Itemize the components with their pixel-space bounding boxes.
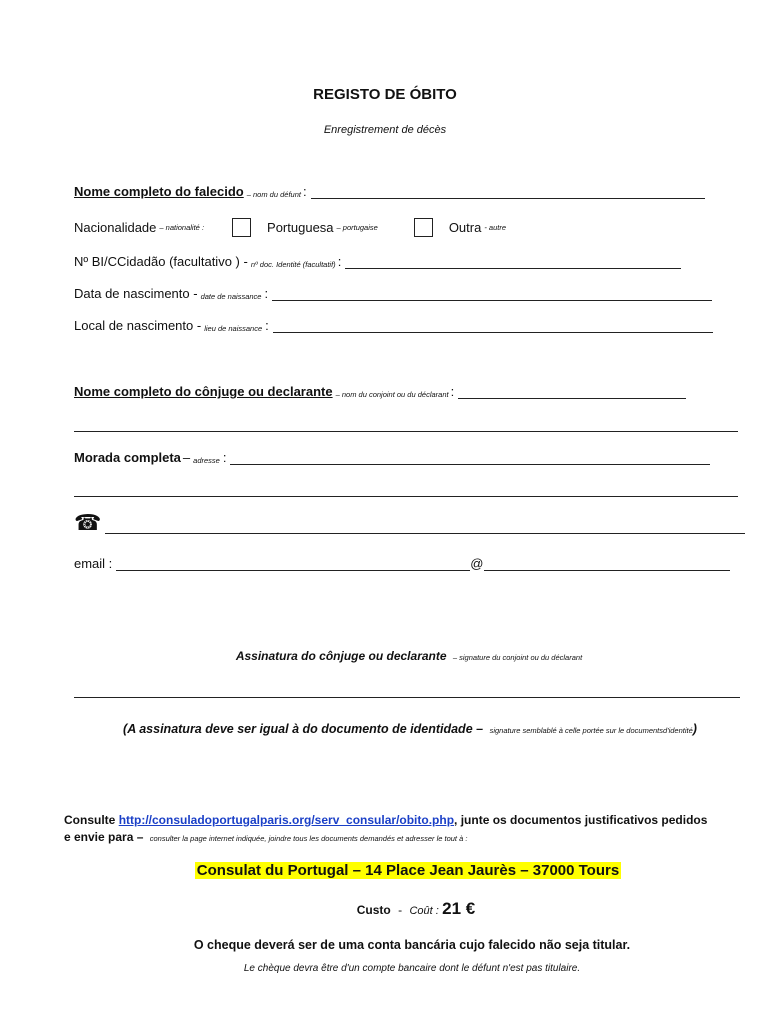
birthdate-label: Data de nascimento - — [74, 286, 198, 301]
other-checkbox[interactable] — [414, 218, 433, 237]
cost-hint: Coût : — [409, 905, 439, 917]
signature-caption — [24, 649, 770, 663]
cheque-hint: Le chèque devra être d'un compte bancaire dont le défunt n'est pas titulaire. — [243, 963, 581, 974]
birthdate-hint: date de naissance — [200, 292, 262, 301]
birthplace-hint: lieu de naissance — [204, 324, 263, 333]
declarant-name-row — [74, 384, 686, 399]
colon: : — [264, 286, 269, 301]
page-subtitle: Enregistrement de décès — [323, 124, 447, 136]
id-label: Nº BI/CCidadão (facultativo ) - — [74, 254, 248, 269]
id-field[interactable] — [345, 256, 681, 269]
colon: : — [265, 318, 269, 333]
signature-hint: – signature du conjoint ou du déclarant — [452, 653, 583, 662]
signature-field[interactable] — [74, 697, 740, 698]
consult-link[interactable]: http://consuladoportugalparis.org/serv_consular/obito.php — [118, 813, 455, 827]
send-hint: consulter la page internet indiquée, joindre tous les documents demandés et adresser le tout à : — [149, 834, 468, 843]
address-row — [74, 450, 710, 465]
signature-note — [25, 722, 770, 736]
colon: : — [302, 184, 307, 199]
portuguese-hint: – portugaise — [336, 223, 378, 232]
address-field-line2[interactable] — [74, 496, 738, 497]
address-hint: adresse — [193, 456, 220, 465]
birthplace-label: Local de nascimento - — [74, 318, 202, 333]
deceased-name-field[interactable] — [311, 186, 705, 199]
other-hint: - autre — [484, 223, 507, 232]
cost-dash: - — [398, 903, 403, 917]
send-label: e envie para – — [64, 830, 144, 844]
consulate-address — [23, 862, 770, 880]
colon: : — [222, 450, 227, 465]
email-user-field[interactable] — [116, 558, 470, 571]
nationality-row — [74, 218, 506, 237]
declarant-name-field[interactable] — [458, 386, 686, 399]
id-row — [74, 254, 681, 269]
address-dash: – — [182, 450, 191, 465]
signature-note-hint: signature semblablé à celle portée sur le documentsd'identité — [489, 726, 693, 735]
birthdate-field[interactable] — [272, 288, 712, 301]
nationality-hint: – nationalité : — [159, 223, 205, 232]
email-row — [74, 556, 730, 571]
cost-value: 21 € — [442, 899, 476, 918]
signature-note-close: ) — [692, 722, 697, 736]
address-label: Morada completa — [74, 450, 181, 465]
id-hint: nº doc. Identité (facultatif) — [250, 260, 336, 269]
cost-line — [31, 899, 770, 919]
deceased-name-label: Nome completo do falecido — [74, 184, 244, 199]
birthdate-row — [74, 286, 712, 301]
phone-field[interactable] — [105, 521, 745, 534]
at-sign: @ — [470, 556, 484, 571]
email-label: email : — [74, 556, 113, 571]
consult-suffix: , junte os documentos justificativos pedidos — [454, 813, 708, 827]
consult-prefix: Consulte — [64, 813, 116, 827]
cheque-note: O cheque deverá ser de uma conta bancária cujo falecido não seja titular. — [193, 938, 631, 952]
declarant-name-field-line2[interactable] — [74, 431, 738, 432]
telephone-icon: ☎ — [74, 510, 102, 535]
page-title: REGISTO DE ÓBITO — [313, 86, 457, 103]
deceased-name-row — [74, 184, 705, 199]
signature-label: Assinatura do cônjuge ou declarante — [235, 649, 447, 663]
declarant-name-hint: – nom du conjoint ou du déclarant — [335, 390, 449, 399]
portuguese-checkbox[interactable] — [232, 218, 251, 237]
declarant-name-label: Nome completo do cônjuge ou declarante — [74, 384, 333, 399]
portuguese-label: Portuguesa — [267, 220, 334, 235]
phone-row — [74, 512, 745, 534]
email-domain-field[interactable] — [484, 558, 730, 571]
address-field[interactable] — [230, 452, 710, 465]
other-label: Outra — [448, 220, 482, 235]
consulate-address-text: Consulat du Portugal – 14 Place Jean Jaurès – 37000 Tours — [196, 862, 620, 879]
colon: : — [450, 384, 455, 399]
deceased-name-hint: – nom du défunt — [246, 190, 301, 199]
signature-note-text: (A assinatura deve ser igual à do documento de identidade – — [123, 722, 484, 736]
birthplace-row — [74, 318, 713, 333]
cost-label: Custo — [356, 903, 391, 917]
birthplace-field[interactable] — [273, 320, 713, 333]
send-line — [64, 830, 467, 844]
nationality-label: Nacionalidade — [74, 220, 157, 235]
colon: : — [337, 254, 342, 269]
consult-line — [64, 813, 754, 827]
